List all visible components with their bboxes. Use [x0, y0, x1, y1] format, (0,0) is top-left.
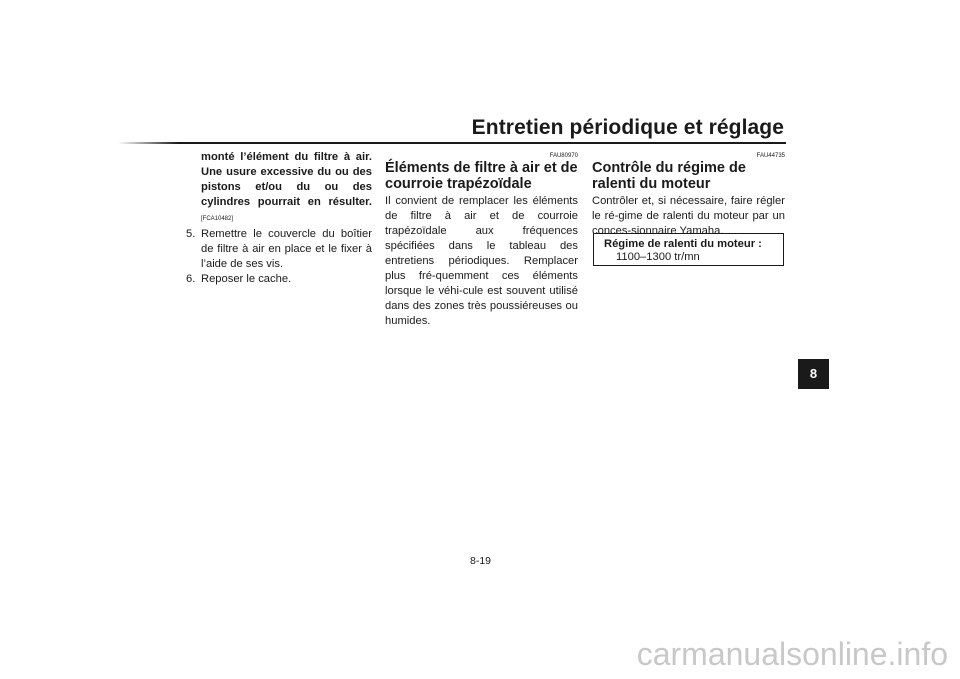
section-heading: Éléments de filtre à air et de courroie trapézoïdale	[385, 160, 578, 192]
watermark-text: carmanualsonline.info	[636, 636, 948, 672]
step-text: Remettre le couvercle du boîtier de filtre à air en place et le fixer à l’aide de ses vis.	[201, 228, 372, 270]
section-code: FAU44735	[756, 153, 785, 159]
page-number: 8-19	[470, 555, 492, 567]
column-right	[592, 152, 785, 239]
section-body: Contrôler et, si nécessaire, faire régler le ré-gime de ralenti du moteur par un conces-sionnaire Yamaha.	[592, 195, 785, 237]
step-number: 6.	[186, 273, 196, 285]
caution-text	[176, 150, 372, 227]
header-rule-fade	[118, 142, 178, 144]
step-item	[176, 272, 372, 287]
column-left	[176, 150, 372, 287]
step-text: Reposer le cache.	[201, 273, 292, 285]
caution-code: [FCA10482]	[201, 216, 234, 222]
spec-label: Régime de ralenti du moteur :	[604, 238, 762, 250]
step-item	[176, 227, 372, 272]
spec-box	[593, 233, 784, 266]
chapter-tab: 8	[798, 359, 829, 389]
section-code: FAU80970	[549, 153, 578, 159]
header-rule	[178, 142, 786, 144]
section-heading: Contrôle du régime de ralenti du moteur	[592, 160, 746, 192]
chapter-title: Entretien périodique et réglage	[471, 116, 784, 139]
caution-text-body: monté l’élément du filtre à air. Une usure excessive du ou des pistons et/ou du ou des cylindres pourrait en résulter.	[201, 151, 372, 208]
step-number: 5.	[186, 228, 196, 240]
column-middle	[385, 152, 578, 329]
section-body: Il convient de remplacer les éléments de filtre à air et de courroie trapézoïdale aux fréquences spécifiées dans le tableau des entretiens périodiques. Remplacer plus fré-quemment ces éléments lorsque le véhi-cule est souvent utilisé dans des zones très poussiéreuses ou humides.	[385, 195, 578, 327]
spec-value: 1100–1300 tr/mn	[616, 251, 700, 263]
